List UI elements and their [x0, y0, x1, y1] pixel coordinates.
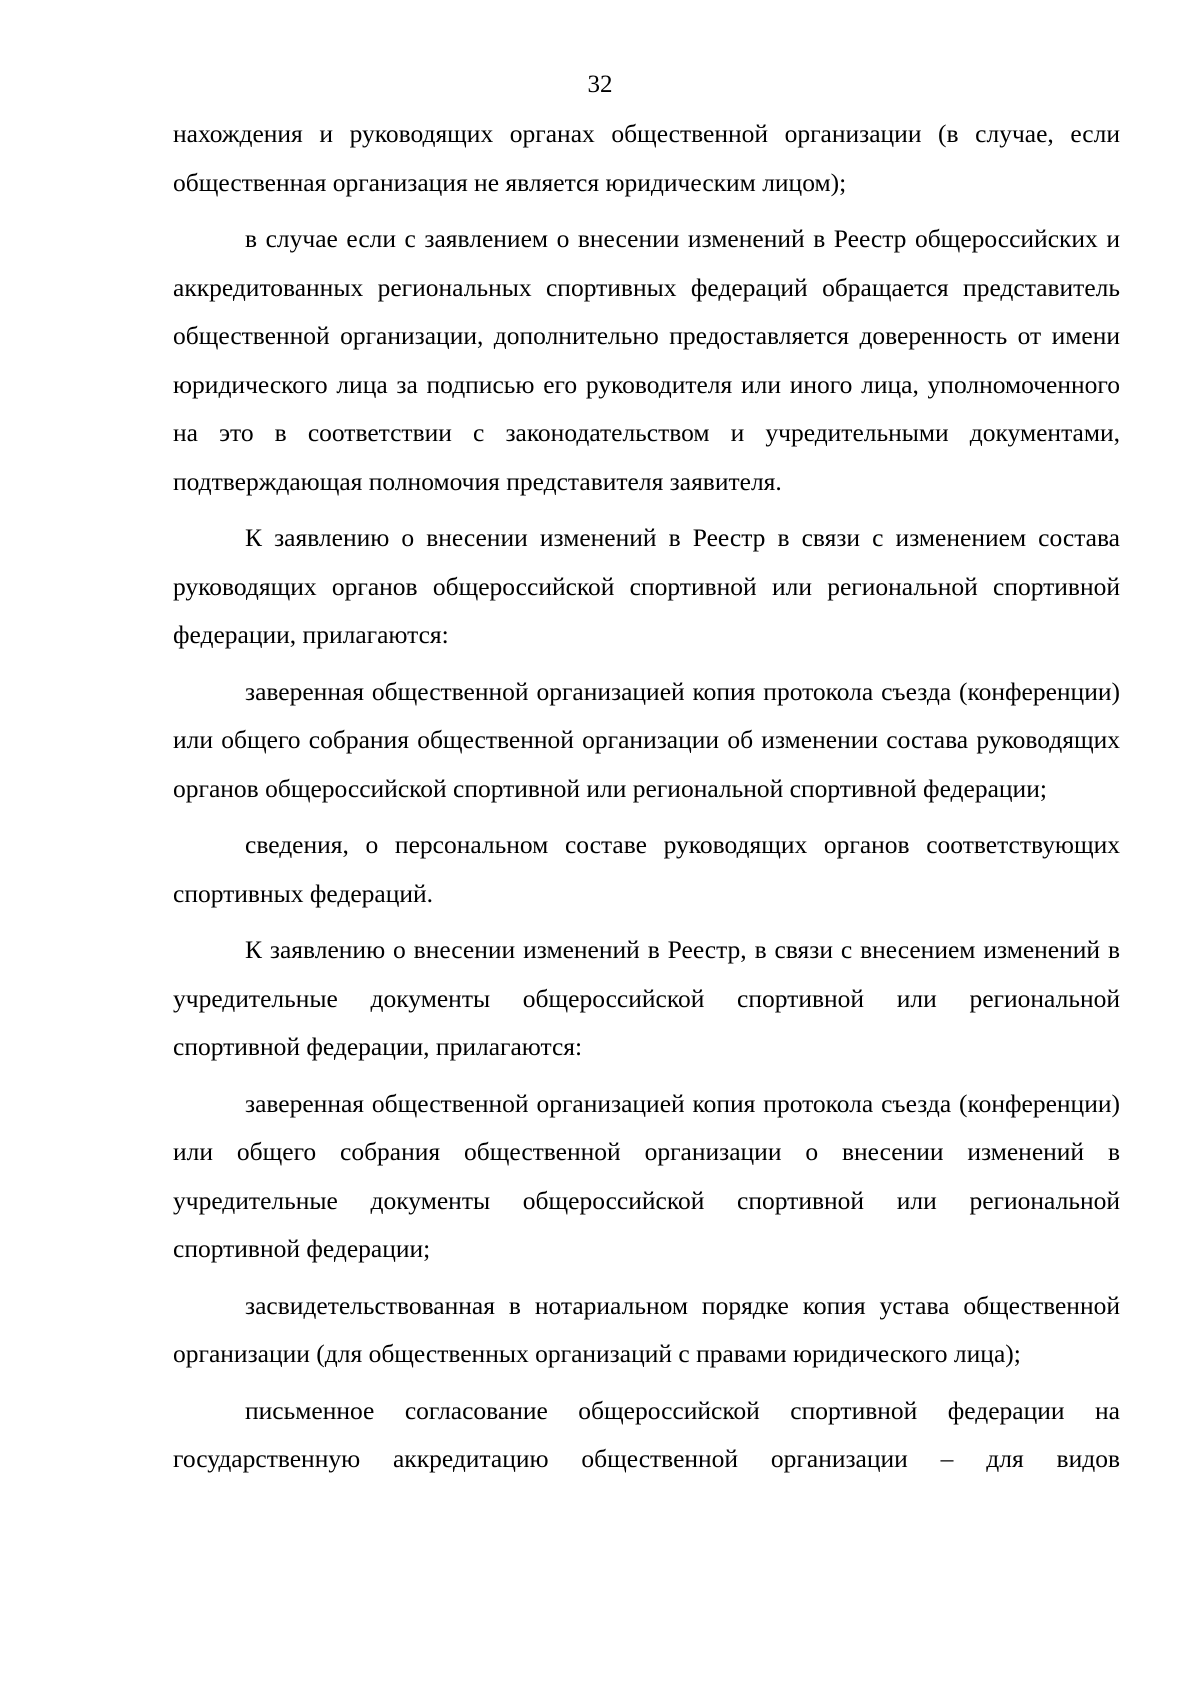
page-number: 32: [587, 71, 613, 98]
document-body: [173, 110, 1120, 1492]
paragraph: заверенная общественной организацией копия протокола съезда (конференции) или общего собрания общественной организации об изменении состава руководящих органов общероссийской спортивной или региональной спортивной федерации;: [173, 676, 1120, 803]
paragraph: сведения, о персональном составе руководящих органов соответствующих спортивных федераций.: [173, 830, 1120, 908]
paragraph: К заявлению о внесении изменений в Реестр, в связи с внесением изменений в учредительные документы общероссийской спортивной или региональной спортивной федерации, прилагаются:: [173, 935, 1120, 1061]
paragraph: К заявлению о внесении изменений в Реестр в связи с изменением состава руководящих органов общероссийской спортивной или региональной спортивной федерации, прилагаются:: [173, 523, 1120, 649]
paragraph: засвидетельствованная в нотариальном порядке копия устава общественной организации (для общественных организаций с правами юридического лица);: [173, 1290, 1120, 1368]
paragraph: нахождения и руководящих органах общественной организации (в случае, если общественная организация не является юридическим лицом);: [173, 119, 1120, 197]
paragraph: заверенная общественной организацией копия протокола съезда (конференции) или общего собрания общественной организации о внесении изменений в учредительные документы общероссийской спортивной или региональной спортивной федерации;: [173, 1088, 1120, 1263]
paragraph: в случае если с заявлением о внесении изменений в Реестр общероссийских и аккредитованных региональных спортивных федераций обращается представитель общественной организации, дополнительно предоставляется доверенность от имени юридического лица за подписью его руководителя или иного лица, уполномоченного на это в соответствии с законодательством и учредительными документами, подтверждающая полномочия представителя заявителя.: [173, 224, 1120, 496]
paragraph: письменное согласование общероссийской спортивной федерации на государственную аккредитацию общественной организации – для видов: [173, 1395, 1120, 1473]
